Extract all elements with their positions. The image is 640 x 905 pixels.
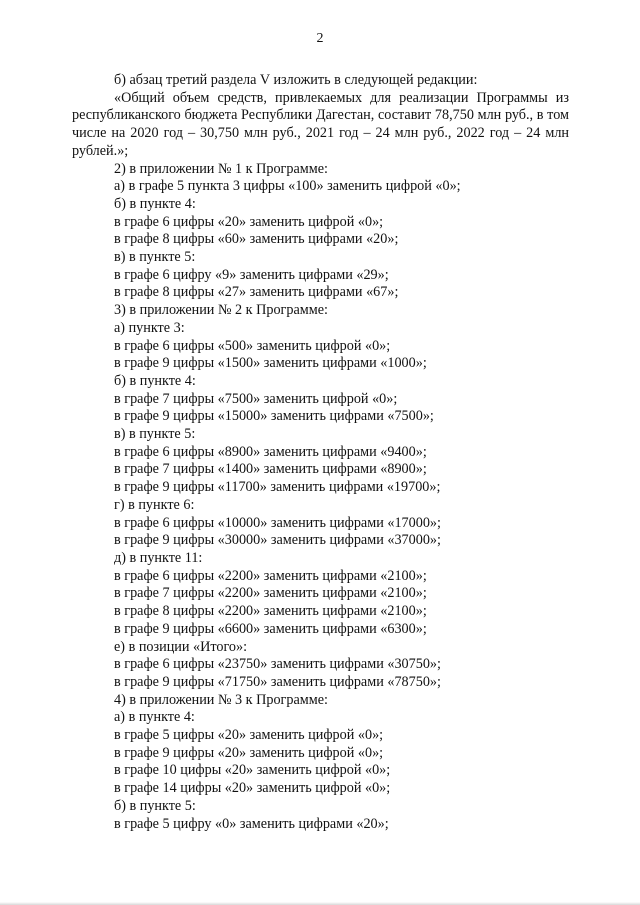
list-item: в графе 5 цифры «20» заменить цифрой «0»; — [114, 727, 384, 744]
list-item: в графе 6 цифры «10000» заменить цифрами «17000»; — [114, 514, 441, 531]
list-item: а) пункте 3: — [114, 319, 185, 336]
list-item: в графе 6 цифры «8900» заменить цифрами «9400»; — [114, 443, 427, 460]
list-item: в) в пункте 5: — [114, 249, 196, 266]
list-item: е) в позиции «Итого»: — [114, 638, 248, 655]
quote-paragraph: «Общий объем средств, привлекаемых для реализации Программы из республиканского бюджета Республики Дагестан, составит 78,750 млн руб., в том числе на 2020 год – 30,750 млн руб., 2021 год – 24 млн руб., 2022 год – 24 млн рублей.»; — [72, 89, 569, 159]
list-item: в) в пункте 5: — [114, 426, 196, 443]
intro-line: б) абзац третий раздела V изложить в следующей редакции: — [114, 72, 478, 88]
list-item: в графе 10 цифры «20» заменить цифрой «0»; — [114, 762, 391, 779]
list-item: в графе 9 цифры «30000» заменить цифрами «37000»; — [114, 532, 441, 549]
list-item: а) в пункте 4: — [114, 709, 195, 726]
section-heading: 4) в приложении № 3 к Программе: — [114, 691, 328, 708]
list-item: б) в пункте 5: — [114, 797, 196, 814]
list-item: д) в пункте 11: — [114, 549, 203, 566]
list-item: в графе 7 цифры «2200» заменить цифрами «2100»; — [114, 585, 427, 602]
list-item: в графе 7 цифры «7500» заменить цифрой «0»; — [114, 390, 398, 407]
list-item: в графе 7 цифры «1400» заменить цифрами «8900»; — [114, 461, 427, 478]
list-item: в графе 9 цифры «1500» заменить цифрами «1000»; — [114, 355, 427, 372]
list-item: б) в пункте 4: — [114, 372, 196, 389]
list-item: в графе 6 цифру «9» заменить цифрами «29»; — [114, 266, 389, 283]
list-item: в графе 6 цифры «500» заменить цифрой «0»; — [114, 337, 391, 354]
list-item: в графе 8 цифры «27» заменить цифрами «67»; — [114, 284, 399, 301]
list-item: б) в пункте 4: — [114, 195, 196, 212]
list-item: в графе 6 цифры «23750» заменить цифрами «30750»; — [114, 656, 441, 673]
list-item: г) в пункте 6: — [114, 496, 195, 513]
list-item: в графе 14 цифры «20» заменить цифрой «0»; — [114, 780, 391, 797]
list-item: в графе 5 цифру «0» заменить цифрами «20»; — [114, 815, 389, 832]
document-body — [72, 72, 569, 833]
page-number: 2 — [316, 31, 324, 46]
section-heading: 2) в приложении № 1 к Программе: — [114, 160, 328, 177]
list-item: в графе 6 цифры «2200» заменить цифрами «2100»; — [114, 567, 427, 584]
list-item: в графе 6 цифры «20» заменить цифрой «0»; — [114, 213, 384, 230]
list-item: в графе 9 цифры «20» заменить цифрой «0»; — [114, 744, 384, 761]
list-item: в графе 9 цифры «6600» заменить цифрами «6300»; — [114, 620, 427, 637]
list-item: в графе 9 цифры «71750» заменить цифрами «78750»; — [114, 673, 441, 690]
list-item: в графе 9 цифры «15000» заменить цифрами «7500»; — [114, 408, 434, 425]
list-item: в графе 8 цифры «2200» заменить цифрами «2100»; — [114, 603, 427, 620]
list-item: в графе 9 цифры «11700» заменить цифрами «19700»; — [114, 479, 441, 496]
list-item: в графе 8 цифры «60» заменить цифрами «20»; — [114, 231, 399, 248]
list-item: а) в графе 5 пункта 3 цифры «100» заменить цифрой «0»; — [114, 178, 461, 195]
section-heading: 3) в приложении № 2 к Программе: — [114, 302, 328, 319]
